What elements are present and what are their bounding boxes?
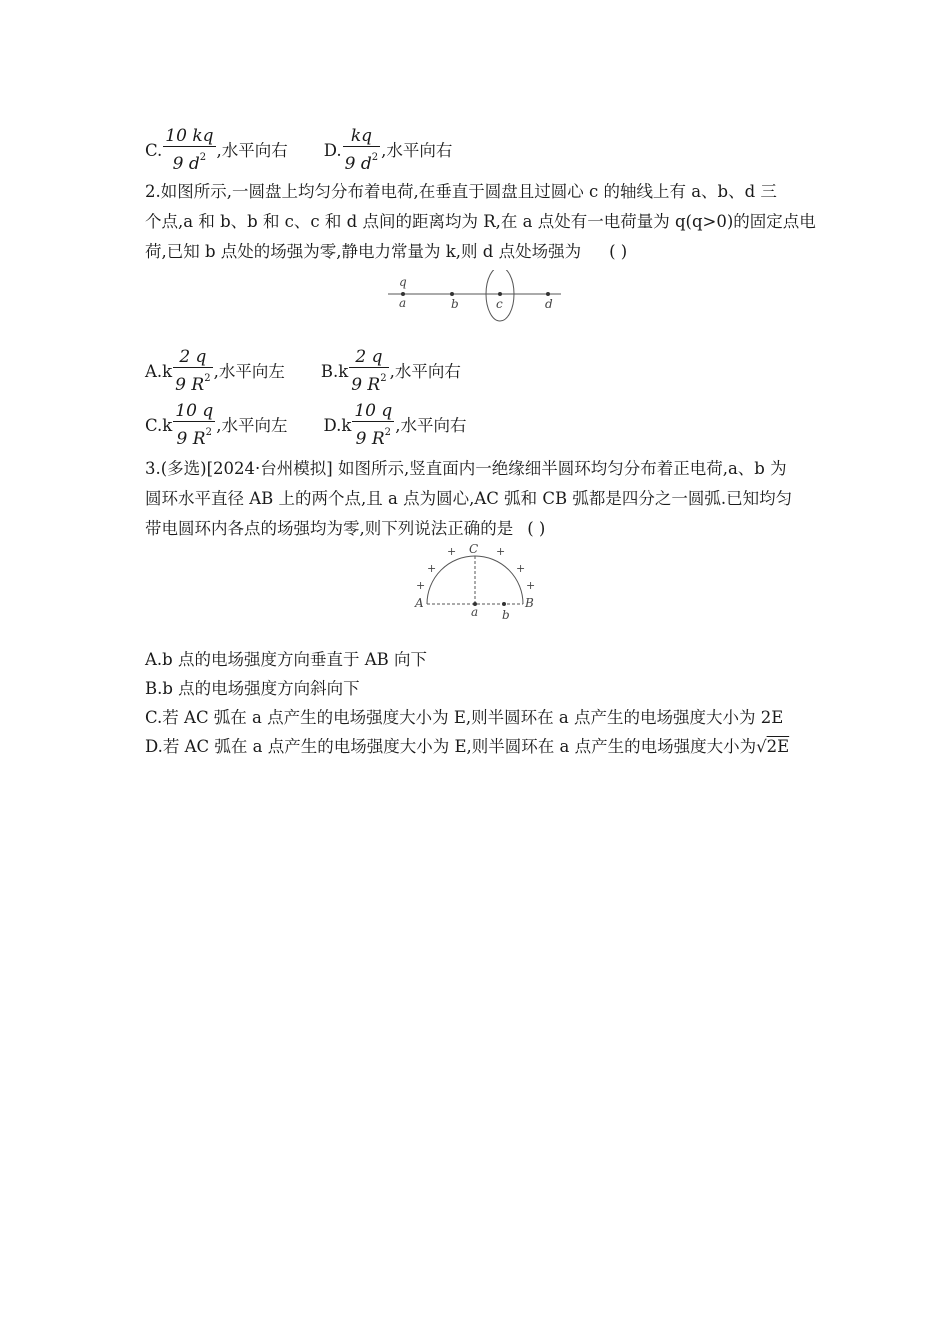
exponent: 2 (205, 427, 212, 438)
q3-semicircle-figure (410, 540, 545, 622)
q2-option-d-tail: ,水平向右 (395, 415, 467, 435)
q3-option-d-text: D.若 AC 弧在 a 点产生的电场强度大小为 E,则半圆环在 a 点产生的电场强度大小为 (145, 737, 757, 756)
fraction-numerator: kq (350, 126, 372, 146)
label-B: B (525, 596, 534, 610)
q2-option-a-fraction (173, 347, 212, 396)
point-b-dot (450, 292, 454, 296)
plus-sign: + (447, 545, 457, 558)
q3-option-c: C.若 AC 弧在 a 点产生的电场强度大小为 E,则半圆环在 a 点产生的电场强度大小为 2E (145, 708, 784, 727)
label-b: b (502, 608, 510, 622)
label-q: q (399, 275, 407, 289)
q2-stem-line2: 个点,a 和 b、b 和 c、c 和 d 点间的距离均为 R,在 a 点处有一电荷量为 q(q>0)的固定点电 (145, 212, 816, 231)
denominator-text: 9 d (172, 154, 200, 174)
plus-sign: + (526, 579, 536, 592)
fraction-denominator (343, 147, 380, 175)
plus-sign: + (416, 579, 426, 592)
q2-option-d-prefix: D.k (323, 415, 352, 435)
point-c-dot (498, 292, 502, 296)
q2-stem-line3 (145, 241, 627, 263)
q2-option-c-prefix: C.k (145, 415, 173, 435)
fraction-numerator: 10 q (175, 401, 214, 421)
label-c: c (496, 297, 503, 311)
q3-option-a: A.b 点的电场强度方向垂直于 AB 向下 (145, 650, 427, 669)
q2-stem-line1: 2.如图所示,一圆盘上均匀分布着电荷,在垂直于圆盘且过圆心 c 的轴线上有 a、b、d 三 (145, 182, 777, 201)
q2-option-a-prefix: A.k (145, 361, 173, 381)
q2-option-a-tail: ,水平向左 (213, 361, 285, 381)
q1-option-c-fraction (163, 126, 215, 175)
q2-options-ab (145, 347, 461, 396)
q3-stem-line2: 圆环水平直径 AB 上的两个点,且 a 点为圆心,AC 弧和 CB 弧都是四分之一圆弧.已知均匀 (145, 489, 793, 508)
q1-option-c-tail: ,水平向右 (216, 140, 288, 160)
point-d-dot (546, 292, 550, 296)
q2-option-c-fraction (173, 401, 215, 450)
q3-option-b: B.b 点的电场强度方向斜向下 (145, 679, 360, 698)
q1-options-cd (145, 126, 452, 175)
fraction-numerator: 2 q (179, 347, 207, 367)
fraction-denominator (173, 368, 212, 396)
q2-option-b-prefix: B.k (320, 361, 349, 381)
denominator-text: 9 R (175, 375, 205, 395)
denominator-text: 9 d (344, 154, 372, 174)
fraction-numerator: 10 q (354, 401, 393, 421)
answer-bracket: ( ) (527, 519, 546, 538)
label-d: d (545, 297, 553, 311)
denominator-text: 9 R (355, 429, 385, 449)
plus-sign: + (427, 562, 437, 575)
q1-option-d-tail: ,水平向右 (381, 140, 453, 160)
q2-option-c-tail: ,水平向左 (216, 415, 288, 435)
q2-options-cd (145, 401, 467, 450)
exponent: 2 (384, 427, 391, 438)
plus-sign: + (496, 545, 506, 558)
point-b-dot (502, 602, 506, 606)
exponent: 2 (380, 373, 387, 384)
label-C: C (469, 542, 479, 556)
q2-stem-line3-text: 荷,已知 b 点处的场强为零,静电力常量为 k,则 d 点处场强为 (145, 242, 582, 261)
exponent: 2 (371, 152, 379, 163)
q1-option-d-prefix: D. (323, 140, 342, 160)
denominator-text: 9 R (351, 375, 381, 395)
q3-option-d (145, 736, 789, 758)
fraction-denominator (349, 368, 388, 396)
q2-option-b-fraction (349, 347, 388, 396)
fraction-denominator (354, 422, 393, 450)
square-root-sign: √ (756, 737, 767, 756)
label-a: a (471, 605, 479, 619)
fraction-denominator (175, 422, 214, 450)
q3-option-d-tail: 2E (766, 737, 790, 756)
label-a: a (399, 296, 407, 310)
exponent: 2 (204, 373, 211, 384)
exponent: 2 (199, 152, 207, 163)
q3-stem-line3-text: 带电圆环内各点的场强均为零,则下列说法正确的是 (145, 519, 514, 538)
q3-stem-line1: 3.(多选)[2024·台州模拟] 如图所示,竖直面内一绝缘细半圆环均匀分布着正电荷,a、b 为 (145, 459, 787, 478)
fraction-denominator (171, 147, 208, 175)
q1-option-d-fraction (343, 126, 380, 175)
label-A: A (415, 596, 424, 610)
fraction-numerator: 10 kq (165, 126, 214, 146)
q2-option-b-tail: ,水平向右 (389, 361, 461, 381)
answer-bracket: ( ) (609, 242, 628, 261)
q3-stem-line3 (145, 518, 545, 540)
denominator-text: 9 R (176, 429, 206, 449)
fraction-numerator: 2 q (355, 347, 383, 367)
plus-sign: + (516, 562, 526, 575)
q2-option-d-fraction (352, 401, 394, 450)
q2-disk-axis-figure (385, 270, 565, 326)
label-b: b (451, 297, 459, 311)
q1-option-c-prefix: C. (145, 140, 163, 160)
